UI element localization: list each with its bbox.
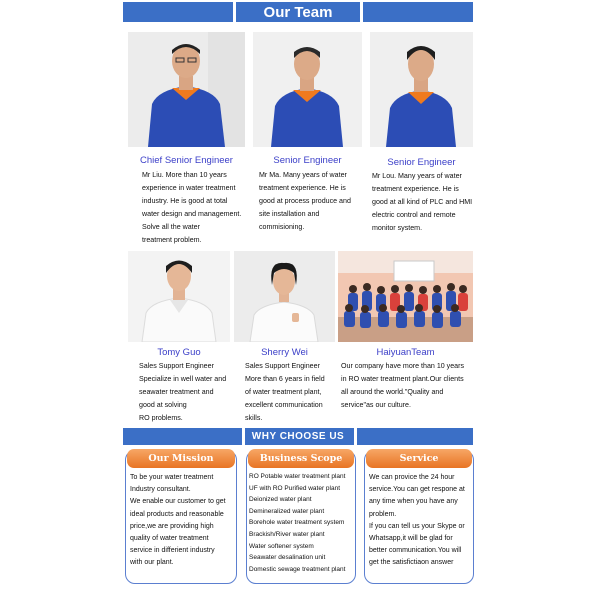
member-name-tomy: Tomy Guo [157,347,201,358]
photo-haiyuan-team [338,251,473,342]
scope-item: RO Potable water treatment plant [249,473,346,480]
our-team-banner [123,2,473,22]
member-desc-lou: Mr Lou. Many years of water treatment experience. He is good at all kind of PLC and HMI electric control and remote monitor system. [372,172,473,232]
scope-item: Seawater desalination unit [249,554,326,562]
member-title-chief: Chief Senior Engineer [140,155,233,166]
member-desc-chief: Mr Liu. More than 10 years experience in water treatment industry. He is good at total water design and management. Solve all the water treatment problem. [142,171,242,244]
business-scope-list [249,471,357,575]
member-name-haiyuan: HaiyuanTeam [376,347,435,358]
our-team-title: Our Team [263,3,333,21]
member-desc-sherry: Sales Support Engineer More than 6 years in field of water treatment plant, excellent communication skills. [245,362,325,422]
why-choose-us-title: WHY CHOOSE US [251,431,345,442]
why-choose-us-banner [123,428,473,445]
scope-item: Borehole water treatment system [249,519,345,527]
service-heading: Service [366,449,472,468]
business-scope-heading: Business Scope [248,449,354,468]
scope-item: Deionized water plant [249,496,312,504]
photo-chief-engineer [128,32,245,147]
photo-senior-engineer-lou [370,32,473,147]
team-desc-haiyuan: Our company have more than 10 years in RO water treatment plant.Our clients all around the world."Quality and service"as our culture. [341,362,465,409]
scope-item: UF with RO Purified water plant [249,484,341,492]
member-title-ma: Senior Engineer [273,155,342,166]
member-desc-ma: Mr Ma. Many years of water treatment experience. He is good at process produce and site installation and commisioning. [259,171,351,231]
service-text: We can provice the 24 hour service.You can get respone at any time when you have any problem. If you can tell us your Skype or Whatsapp,it will be glad for better communication.You will get the satisfictiaon answer [369,474,465,567]
scope-item: Water softener system [249,542,314,550]
member-name-sherry: Sherry Wei [261,347,308,358]
scope-item: Brackish/River water plant [249,530,325,538]
mission-heading: Our Mission [127,449,235,468]
member-title-lou: Senior Engineer [387,157,456,168]
photo-sherry-wei [234,251,335,342]
scope-item: Demineralized water plant [249,507,325,515]
mission-text: To be your water treatment Industry consultant. We enable our customer to get ideal products and reasonable price,we are providing high quality of water treatment service in differient industry with our plant. [130,474,226,567]
member-desc-tomy: Sales Support Engineer Specialize in well water and seawater treatment and good at solving RO problems. [139,362,227,422]
photo-tomy-guo [128,251,230,342]
scope-item: Domestic sewage treatment plant [249,565,346,573]
photo-senior-engineer-ma [253,32,362,147]
